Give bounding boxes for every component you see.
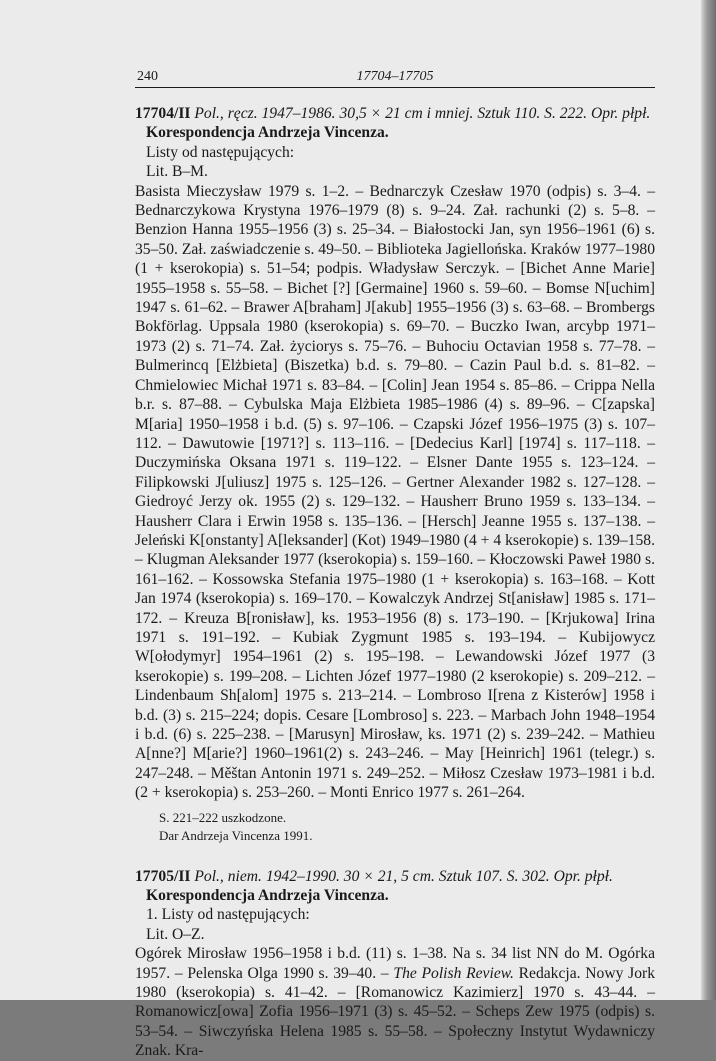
entry-letter-range: Lit. B–M.: [146, 163, 208, 181]
entry-body-part: Redakcja. Nowy Jork 1980 (kserokopia) s. 41–42. – [Romanowicz Kazimierz] 1970 s. 43–44. – Romanowicz[owa] Zofia 1956–1971 (3) s. 45–52. – Scheps Zew 1975 (odpis) s. 53–54. – Siwczyńska Helena 1985 s. 55–58. – Społeczny Instytut Wydawniczy Znak. Kra-: [135, 964, 655, 1060]
entry-description: Pol., ręcz. 1947–1986. 30,5 × 21 cm i mniej. Sztuk 110. S. 222. Opr. płpł.: [194, 105, 651, 122]
entry-letter-range: Lit. O–Z.: [146, 925, 205, 943]
running-title: 17704–17705: [356, 69, 434, 84]
entry-subtitle: Listy od następujących:: [146, 143, 295, 161]
entry-note: Dar Andrzeja Vincenza 1991.: [159, 827, 313, 843]
entry-title: Korespondencja Andrzeja Vincenza.: [146, 887, 389, 905]
catalog-entry-17704: [135, 104, 655, 845]
entry-heading: [135, 867, 655, 886]
book-spine-edge: [701, 0, 716, 1000]
running-header: [135, 68, 655, 88]
page-number: 240: [137, 69, 158, 84]
entry-heading: [135, 104, 655, 123]
entry-notes: [135, 809, 655, 845]
entry-description: Pol., niem. 1942–1990. 30 × 21, 5 cm. Sztuk 107. S. 302. Opr. płpł.: [194, 867, 613, 885]
entry-title: Korespondencja Andrzeja Vincenza.: [146, 124, 389, 142]
entry-signature: 17704/II: [135, 105, 191, 122]
entry-body: Basista Mieczysław 1979 s. 1–2. – Bednarczyk Czesław 1970 (odpis) s. 3–4. – Bednarczykowa Krystyna 1976–1979 (8) s. 9–24. Zał. rachunki (2) s. 5–8. – Benzion Hanna 1955–1956 (3) s. 25–34. – Białostocki Jan, syn 1956–1961 (6) s. 35–50. Zał. zaświadczenie s. 49–50. – Biblioteka Jagiellońska. Kraków 1977–1980 (1 + kserokopia) s. 51–54; podpis. Władysław Serczyk. – [Bichet Anne Marie] 1955–1958 s. 55–58. – Bichet [?] [Germaine] 1960 s. 59–60. – Bomse N[uchim] 1947 s. 61–62. – Brawer A[braham] J[akub] 1955–1956 (3) s. 63–68. – Brombergs Bokförlag. Uppsala 1980 (kserokopia) s. 69–70. – Buczko Iwan, arcybp 1971–1973 (2) s. 71–74. Zał. życiorys s. 75–76. – Buhociu Octavian 1958 s. 77–78. – Bulmerincq [Elżbieta] (Biszetka) b.d. s. 79–80. – Cazin Paul b.d. s. 81–82. – Chmielowiec Michał 1971 s. 83–84. – [Colin] Jean 1954 s. 85–86. – Crippa Nella b.r. s. 87–88. – Cybulska Maja Elżbieta 1985–1986 (4) s. 89–96. – C[zapska] M[aria] 1950–1958 i b.d. (5) s. 97–106. – Czapski Józef 1956–1975 (3) s. 107–112. – Dawutowie [1971?] s. 113–116. – [Dedecius Karl] [1974] s. 117–118. – Duczymińska Oksana 1971 s. 119–122. – Elsner Dante 1955 s. 123–124. – Filipkowski J[uliusz] 1975 s. 125–126. – Gertner Alexander 1982 s. 127–128. – Giedroyć Jerzy ok. 1955 (2) s. 129–132. – Hausherr Bruno 1959 s. 133–134. – Hausherr Clara i Erwin 1958 s. 135–136. – [Hersch] Jeanne 1955 s. 137–138. – Jeleński K[onstanty] A[leksander] (Kot) 1949–1980 (4 + 4 kserokopie) s. 139–158. – Klugman Aleksander 1977 (kserokopia) s. 159–160. – Kłoczowski Paweł 1980 s. 161–162. – Kossowska Stefania 1975–1980 (1 + kserokopia) s. 163–168. – Kott Jan 1974 (kserokopia) s. 169–170. – Kowalczyk Andrzej St[anisław] 1985 s. 171–172. – Kreuza B[ronisław], ks. 1953–1956 (8) s. 173–190. – [Krjukowa] Irina 1971 s. 191–192. – Kubiak Zygmunt 1985 s. 193–194. – Kubijowycz W[ołodymyr] 1954–1961 (2) s. 195–198. – Lewandowski Józef 1977 (3 kserokopie) s. 199–208. – Lichten Józef 1977–1980 (2 kserokopie) s. 209–212. – Lindenbaum Sh[alom] 1975 s. 213–214. – Lombroso I[rena z Kisterów] 1958 i b.d. (3) s. 215–224; dopis. Cesare [Lombroso] s. 223. – Marbach John 1948–1954 i b.d. (6) s. 225–238. – [Marusyn] Mirosław, ks. 1971 (2) s. 239–242. – Mathieu A[nne?] M[arie?] 1960–1961(2) s. 243–246. – May [Heinrich] 1961 (telegr.) s. 247–248. – Měštan Antonin 1971 s. 249–252. – Miłosz Czesław 1973–1981 i b.d. (2 + kserokopia) s. 253–260. – Monti Enrico 1977 s. 261–264.: [135, 182, 655, 802]
entry-body-italic-title: The Polish Review.: [393, 964, 514, 982]
page-content: [135, 68, 655, 1061]
entry-body-part: Ogórek Mirosław 1956–1958 i b.d. (11) s. 1–38. Na s. 34 list NN do M. Ogórka 1957. – Pelenska Olga 1990 s. 39–40. –: [135, 945, 655, 982]
entry-signature: 17705/II: [135, 867, 191, 885]
catalog-entry-17705: [135, 867, 655, 1061]
entry-note: S. 221–222 uszkodzone.: [159, 809, 287, 825]
entry-subtitle: 1. Listy od następujących:: [146, 906, 310, 924]
entry-body: [135, 944, 655, 1060]
